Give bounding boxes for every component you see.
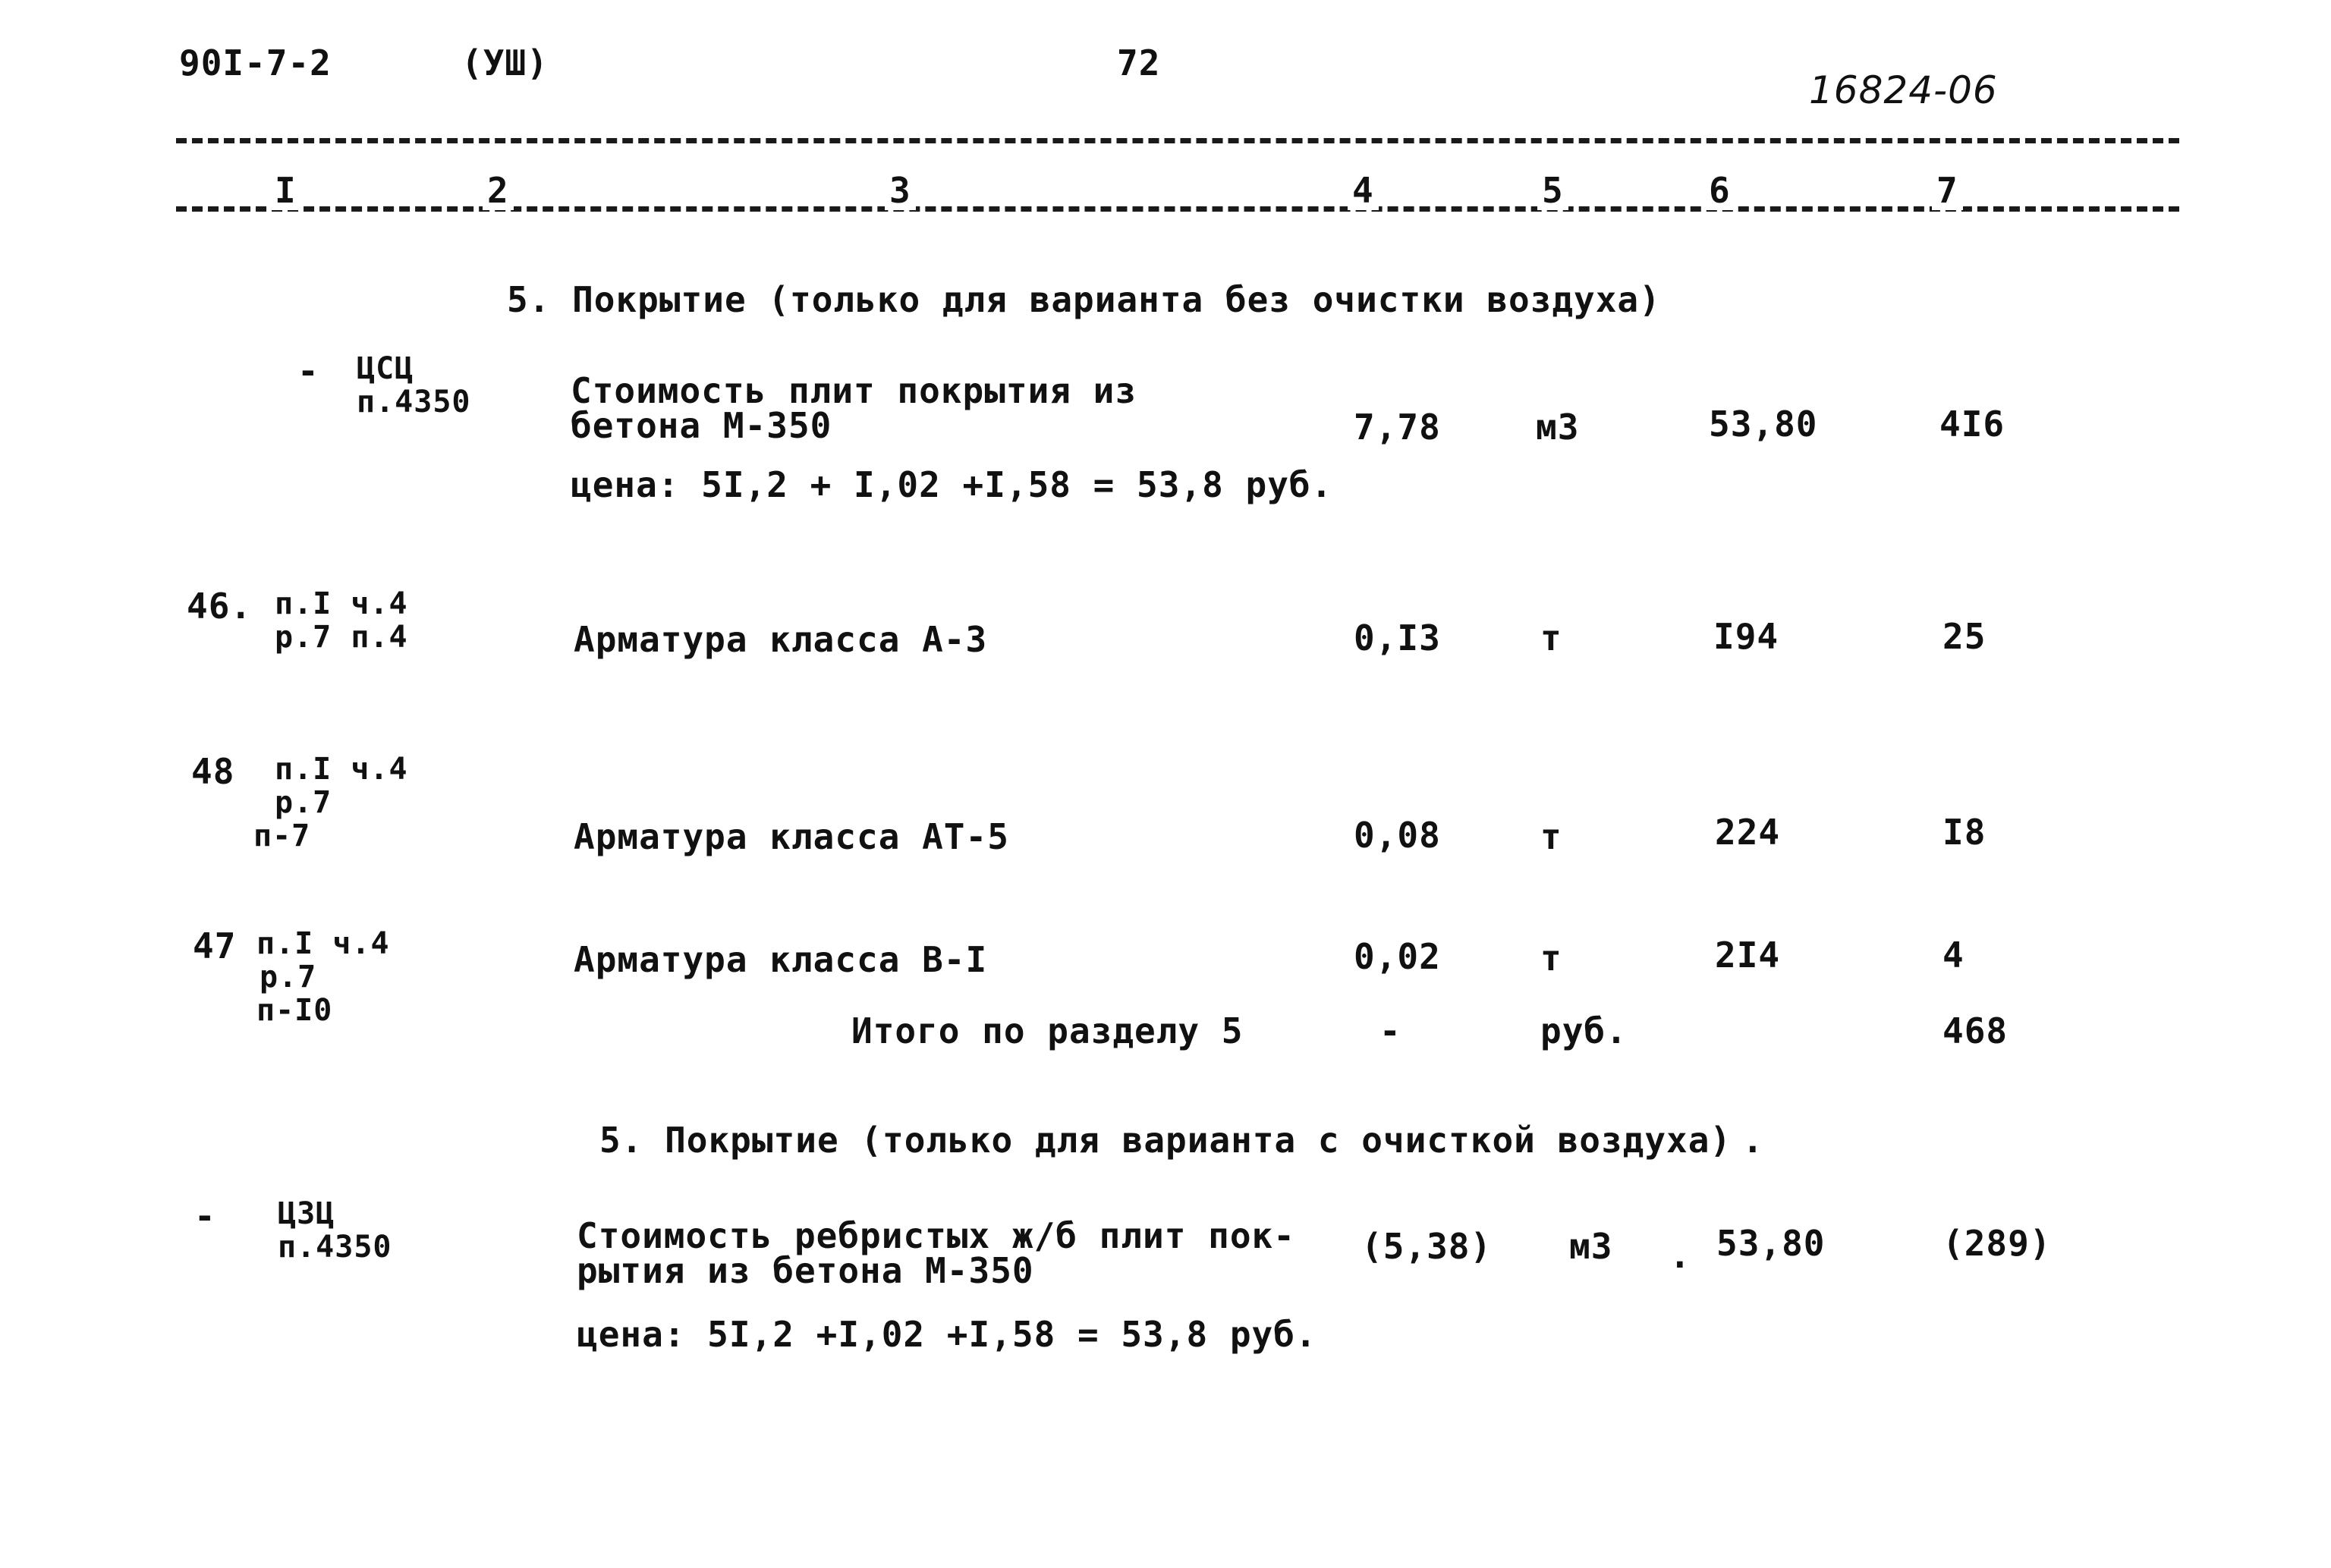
row-number: - — [297, 350, 319, 391]
quantity: (5,38) — [1361, 1226, 1493, 1267]
quantity: 0,I3 — [1354, 617, 1441, 658]
item-name: бетона М-350 — [571, 405, 832, 446]
page-number: 72 — [1117, 42, 1161, 83]
price-note: цена: 5I,2 +I,02 +I,58 = 53,8 руб. — [577, 1314, 1317, 1355]
quantity: 7,78 — [1354, 407, 1441, 448]
column-number-5: 5 — [1537, 171, 1568, 210]
column-number-6: 6 — [1704, 171, 1735, 210]
price-mark: . — [1669, 1235, 1691, 1276]
handwritten-number: 16824-06 — [1809, 68, 1998, 112]
reference: п-7 — [253, 819, 311, 853]
reference: п.I ч.4 — [275, 752, 408, 787]
item-name: Стоимость плит покрытия из — [571, 370, 1137, 411]
row-number: 46. — [187, 586, 253, 627]
subtotal-quantity: - — [1379, 1010, 1401, 1051]
reference: ЦСЦ — [357, 351, 414, 386]
unit-price: 2I4 — [1715, 935, 1781, 976]
column-number-1: I — [270, 171, 301, 210]
column-number-7: 7 — [1932, 171, 1963, 210]
item-name: Стоимость ребристых ж/б плит пок- — [577, 1215, 1295, 1256]
total: 4 — [1942, 935, 1965, 976]
row-number: 48 — [191, 751, 235, 792]
column-number-4: 4 — [1348, 171, 1379, 210]
quantity: 0,02 — [1354, 936, 1441, 977]
total: I8 — [1942, 812, 1987, 853]
subtotal-label: Итого по разделу 5 — [851, 1010, 1244, 1051]
unit: т — [1540, 938, 1562, 979]
unit: т — [1540, 816, 1562, 857]
total: 4I6 — [1939, 404, 2005, 445]
total: (289) — [1942, 1223, 2052, 1264]
unit-price: 224 — [1715, 812, 1781, 853]
reference: р.7 — [260, 960, 317, 995]
album-label: (УШ) — [461, 42, 549, 83]
item-name: рытия из бетона М-350 — [577, 1250, 1034, 1291]
reference: р.7 — [275, 785, 332, 820]
unit: м3 — [1569, 1226, 1613, 1267]
reference: п-I0 — [256, 993, 333, 1028]
column-number-3: 3 — [885, 171, 916, 210]
subtotal-unit: руб. — [1540, 1010, 1628, 1051]
reference: п.4350 — [357, 385, 471, 419]
reference: п.I ч.4 — [256, 926, 390, 961]
unit: м3 — [1536, 407, 1580, 448]
price-note: цена: 5I,2 + I,02 +I,58 = 53,8 руб. — [571, 464, 1333, 505]
unit: т — [1540, 617, 1562, 658]
section-title: 5. Покрытие (только для варианта с очисткой воздуха) — [599, 1120, 1732, 1161]
subtotal-total: 468 — [1942, 1010, 2009, 1051]
column-numbers-divider — [176, 206, 2179, 212]
reference: ЦЗЦ — [278, 1196, 335, 1231]
unit-price: 53,80 — [1709, 404, 1818, 445]
top-divider — [176, 138, 2179, 143]
item-name: Арматура класса В-I — [574, 939, 988, 980]
column-number-2: 2 — [483, 171, 514, 210]
row-number: 47 — [193, 925, 237, 966]
unit-price: 53,80 — [1716, 1223, 1826, 1264]
reference: п.4350 — [278, 1230, 392, 1265]
section-title: 5. Покрытие (только для варианта без очистки воздуха) — [507, 279, 1661, 320]
row-number: - — [194, 1196, 216, 1236]
section-title-mark: . — [1742, 1120, 1764, 1161]
document-code: 90I-7-2 — [179, 42, 332, 83]
quantity: 0,08 — [1354, 815, 1441, 856]
total: 25 — [1942, 616, 1987, 657]
reference: р.7 п.4 — [275, 620, 408, 655]
item-name: Арматура класса АТ-5 — [574, 816, 1009, 857]
item-name: Арматура класса А-3 — [574, 619, 988, 660]
reference: п.I ч.4 — [275, 586, 408, 621]
unit-price: I94 — [1713, 616, 1779, 657]
